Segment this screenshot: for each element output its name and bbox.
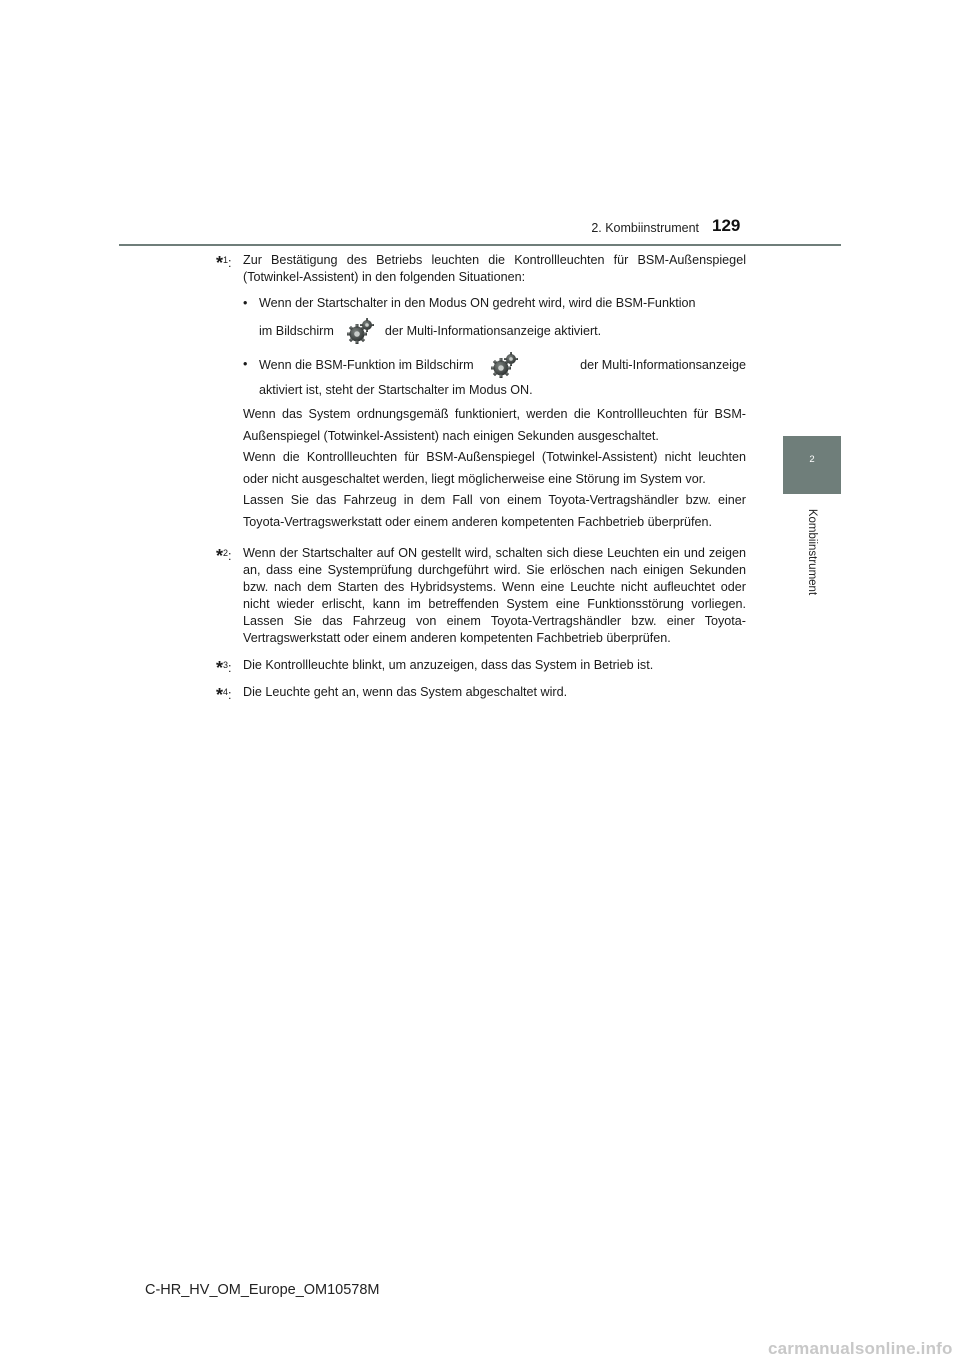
bullet-dot: • <box>243 357 248 371</box>
footnote-1 <box>216 252 746 533</box>
footnote-1-bullet-2 <box>243 350 746 399</box>
footnote-1-bullet-1 <box>243 295 746 346</box>
bullet-2-post-icon: der Multi-Informationsanzeige <box>580 357 746 372</box>
page-number: 129 <box>712 216 741 235</box>
footnote-1-intro: Zur Bestätigung des Betriebs leuchten die Kontrollleuchten für BSM-Außenspiegel (Totwinkel-Assistent) in den folgenden Situationen: <box>243 253 746 284</box>
footnote-2 <box>216 545 746 647</box>
document-id: C-HR_HV_OM_Europe_OM10578M <box>145 1282 380 1298</box>
footnote-3 <box>216 657 746 678</box>
bullet-1-pre-icon: im Bildschirm <box>259 323 334 338</box>
settings-gears-icon <box>346 316 376 346</box>
footnote-2-marker: *$^2$: <box>216 546 232 566</box>
footnote-1-paragraph-1: Wenn das System ordnungsgemäß funktioniert, werden die Kontrollleuchten für BSM-Außenspiegel (Totwinkel-Assistent) nach einigen Sekunden ausgeschaltet. <box>243 407 746 443</box>
page-content <box>216 250 746 705</box>
footnote-4-marker: *$^4$: <box>216 685 232 705</box>
chapter-tab[interactable] <box>783 436 841 494</box>
bullet-2-pre-icon: Wenn die BSM-Funktion im Bildschirm <box>259 357 474 372</box>
bullet-1-post-icon: der Multi-Informationsanzeige aktiviert. <box>384 323 602 338</box>
watermark: carmanualsonline.info <box>768 1339 953 1358</box>
bullet-2-line-2: aktiviert ist, steht der Startschalter im Modus ON. <box>259 383 533 397</box>
footnote-1-paragraph-3: Lassen Sie das Fahrzeug in dem Fall von einem Toyota-Vertragshändler bzw. einer Toyota-Vertragswerkstatt oder einem anderen kompetenten Fachbetrieb überprüfen. <box>243 493 746 529</box>
footnote-1-paragraph-2: Wenn die Kontrollleuchten für BSM-Außenspiegel (Totwinkel-Assistent) nicht leuchten oder nicht ausgeschaltet werden, liegt möglicherweise eine Störung im System vor. <box>243 450 746 486</box>
chapter-tab-label: Kombiinstrument <box>806 508 818 596</box>
footnote-4-text: Die Leuchte geht an, wenn das System abgeschaltet wird. <box>243 685 568 699</box>
footnote-3-marker: *$^3$: <box>216 658 232 678</box>
footnote-3-text: Die Kontrollleuchte blinkt, um anzuzeigen, dass das System in Betrieb ist. <box>243 658 654 672</box>
footnote-2-text: Wenn der Startschalter auf ON gestellt wird, schalten sich diese Leuchten ein und zeigen an, dass eine Systemprüfung durchgeführt wird. Sie erlöschen nach einigen Sekunden bzw. nach dem Starten des Hybridsystems. Wenn eine Leuchte nicht aufleuchtet oder nicht wieder erlischt, kann im betreffenden System eine Funktionsstörung vorliegen. Lassen Sie das Fahrzeug von einem Toyota-Vertragshändler bzw. einer Toyota-Vertragswerkstatt oder einem anderen kompetenten Fachbetrieb überprüfen. <box>243 546 746 645</box>
chapter-tab-number: 2 <box>809 454 815 465</box>
settings-gears-icon <box>490 350 520 380</box>
header-divider <box>119 244 841 246</box>
header-section-title: 2. Kombiinstrument <box>591 221 699 235</box>
footnote-4 <box>216 684 746 705</box>
footnote-1-marker: *$^1$: <box>216 253 232 273</box>
bullet-dot: • <box>243 296 248 310</box>
bullet-1-line-1: Wenn der Startschalter in den Modus ON gedreht wird, wird die BSM-Funktion <box>259 296 696 310</box>
